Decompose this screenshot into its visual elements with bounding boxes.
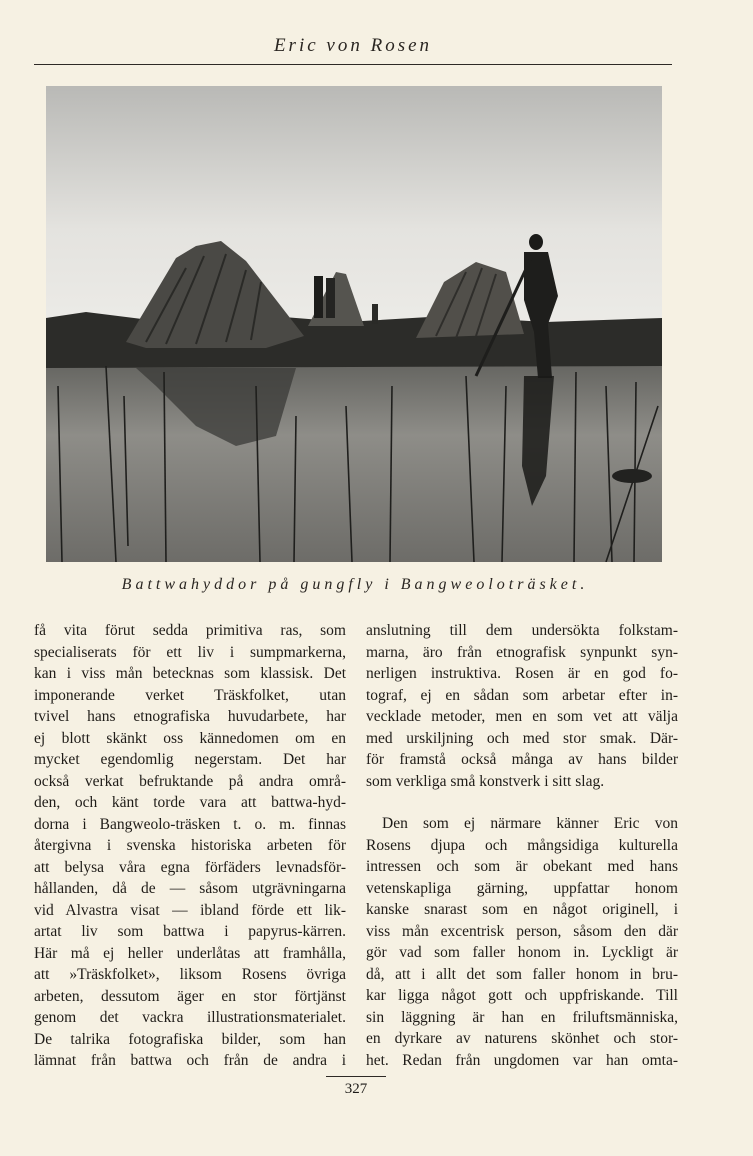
text-line: tograf, ej en sådan som arbetar efter in- bbox=[366, 686, 678, 704]
running-header: Eric von Rosen bbox=[273, 35, 433, 56]
text-line: för framstå också många av hans bilder bbox=[366, 751, 678, 768]
text-line: att »Träskfolket», liksom Rosens övriga bbox=[34, 966, 346, 983]
text-line: att belysa våra egna förfäders levnadsför- bbox=[34, 858, 346, 876]
text-line: anslutning till dem undersökta folkstam- bbox=[366, 622, 678, 639]
text-line: kan i viss mån betecknas som klassisk. Det bbox=[34, 665, 346, 682]
right-column bbox=[366, 620, 678, 1071]
text-line: het. Redan från ungdomen var han omta- bbox=[366, 1051, 678, 1069]
text-line: viss mån excentrisk person, såsom den där bbox=[366, 922, 678, 940]
text-line: som verkliga små konstverk i sitt slag. bbox=[366, 772, 605, 790]
text-line: Den som ej närmare känner Eric von bbox=[382, 815, 678, 832]
text-line: kanske snarast som en något originell, i bbox=[366, 901, 678, 918]
text-line: vetenskapliga gärning, uppfattar honom bbox=[366, 879, 678, 897]
text-line: specialiserats för ett liv i sumpmarkerna, bbox=[34, 643, 346, 661]
text-line: artat liv som battwa i papyrus-kärren. bbox=[34, 923, 346, 940]
text-line: ej blott skänkt oss kännedomen om en bbox=[34, 729, 346, 747]
text-line: vid Alvastra visat — ibland förde ett lik- bbox=[34, 901, 346, 919]
text-line: få vita förut sedda primitiva ras, som bbox=[34, 622, 346, 639]
water bbox=[46, 351, 662, 562]
text-line: Här må ej heller underlåtas att framhålla, bbox=[34, 944, 346, 962]
person-2 bbox=[326, 278, 335, 318]
text-line: en dyrkare av naturens skönhet och stor- bbox=[366, 1030, 678, 1047]
text-line: vecklade metoder, men en som vet att välja bbox=[366, 708, 678, 725]
floating-leaf bbox=[612, 469, 652, 483]
text-line: intressen och som är obekant med hans bbox=[366, 858, 678, 875]
left-column bbox=[34, 620, 346, 1072]
text-line: kar ligga något gott och uppfriskande. Till bbox=[366, 987, 678, 1004]
paragraph-gap bbox=[366, 792, 678, 813]
text-line: tvivel hans etnografiska huvudarbete, har bbox=[34, 708, 346, 725]
photograph-battwa-huts bbox=[46, 86, 662, 562]
text-line: då, att i allt det som faller honom in bru- bbox=[366, 965, 678, 983]
text-line: också verkat befruktande på andra områ- bbox=[34, 772, 346, 790]
text-line: arbeten, dessutom äger en stor förtjänst bbox=[34, 987, 346, 1005]
text-line: den, och känt torde vara att battwa-hyd- bbox=[34, 794, 346, 811]
text-line: genom det vackra illustrationsmaterialet. bbox=[34, 1009, 346, 1026]
text-line: nerligen instruktiva. Rosen är en god fo- bbox=[366, 665, 678, 682]
text-line: hållanden, då de — såsom utgrävningarna bbox=[34, 880, 346, 897]
header-rule bbox=[34, 64, 672, 65]
text-line: sin läggning är han en friluftsmänniska, bbox=[366, 1008, 678, 1026]
sky bbox=[46, 86, 662, 326]
text-line: återgivna i svenska historiska arbeten för bbox=[34, 837, 346, 854]
text-line: Rosens djupa och mångsidiga kulturella bbox=[366, 836, 678, 854]
text-line: gör vad som faller honom in. Lyckligt är bbox=[366, 944, 678, 961]
text-line: De talrika fotografiska bilder, som han bbox=[34, 1030, 346, 1048]
page-number: 327 bbox=[326, 1076, 386, 1101]
text-line: med urskiljning och med stor smak. Där- bbox=[366, 729, 678, 747]
text-line: lämnat från battwa och från de andra i bbox=[34, 1052, 346, 1069]
person-1 bbox=[314, 276, 323, 318]
text-line: dorna i Bangweolo-träsken t. o. m. finnas bbox=[34, 815, 346, 833]
text-line: mycket egendomlig negerstam. Det har bbox=[34, 751, 346, 768]
text-line: imponerande verket Träskfolket, utan bbox=[34, 686, 346, 704]
person-3 bbox=[372, 304, 378, 324]
figure-caption: Battwahyddor på gungfly i Bangweoloträsket. bbox=[121, 576, 589, 593]
text-line: marna, äro från etnografisk synpunkt syn- bbox=[366, 643, 678, 661]
